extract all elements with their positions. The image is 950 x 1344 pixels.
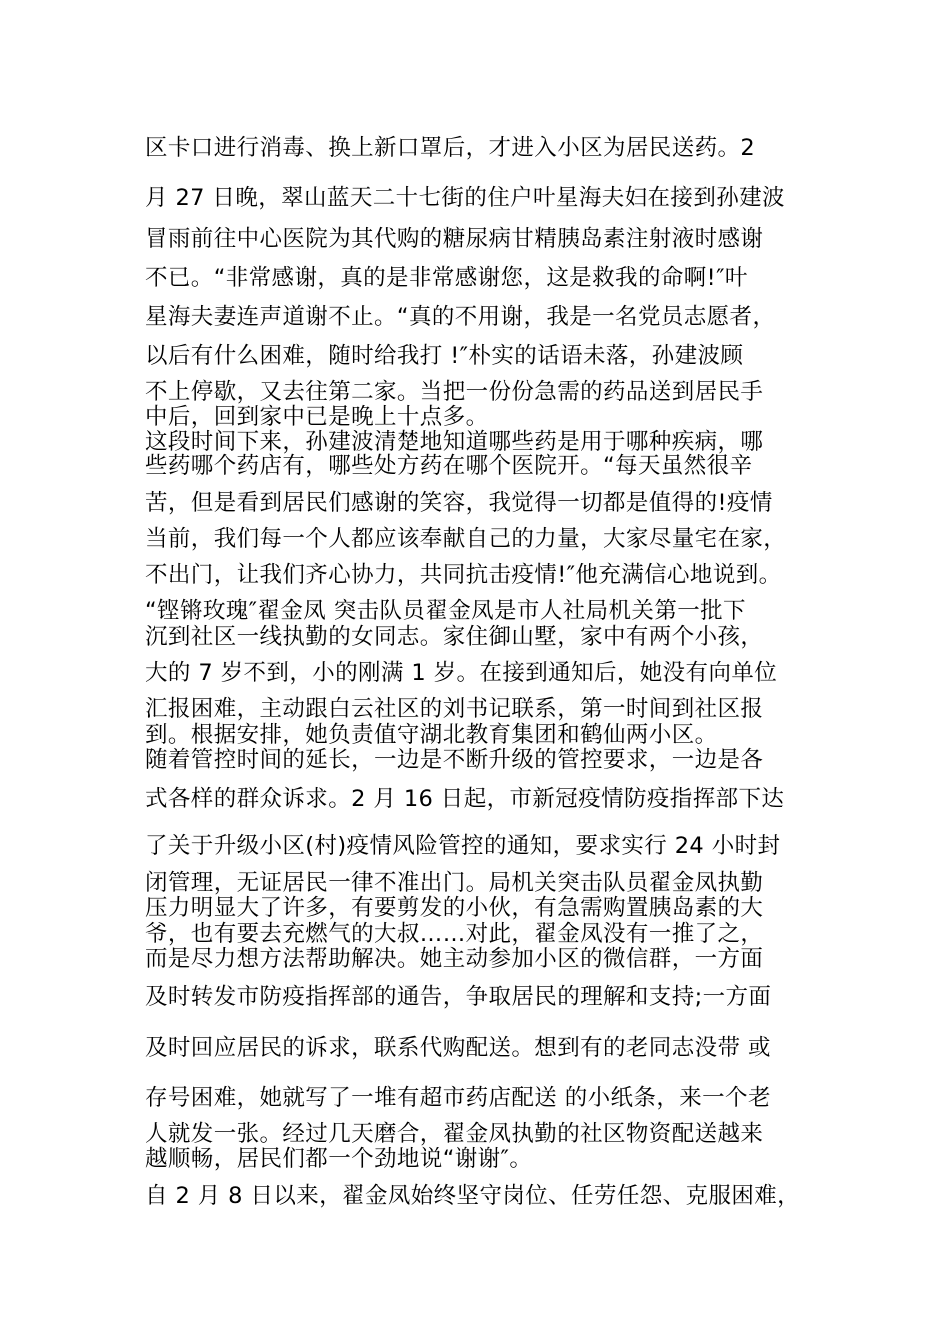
text-line: 月 27 日晚，翠山蓝天二十七街的住户叶星海夫妇在接到孙建波	[145, 185, 785, 211]
text-line: 中后，回到家中已是晚上十点多。	[145, 404, 489, 430]
text-line: 及时转发市防疫指挥部的通告，争取居民的理解和支持;一方面	[145, 984, 772, 1010]
text-line: 当前，我们每一个人都应该奉献自己的力量，大家尽量宅在家，	[145, 526, 787, 552]
text-line: 越顺畅，居民们都一个劲地说“谢谢″。	[145, 1146, 533, 1172]
text-line: 及时回应居民的诉求，联系代购配送。想到有的老同志没带 或	[145, 1035, 771, 1061]
text-line: 苦，但是看到居民们感谢的笑容，我觉得一切都是值得的!疫情	[145, 490, 773, 516]
text-line: 式各样的群众诉求。2 月 16 日起，市新冠疫情防疫指挥部下达	[145, 786, 785, 812]
text-line: 闭管理，无证居民一律不准出门。局机关突击队员翟金凤执勤	[145, 870, 764, 896]
text-line: 不已。“非常感谢，真的是非常感谢您，这是救我的命啊!″叶	[145, 265, 748, 291]
text-line: 汇报困难，主动跟白云社区的刘书记联系，第一时间到社区报	[145, 696, 764, 722]
text-line: 大的 7 岁不到，小的刚满 1 岁。在接到通知后，她没有向单位	[145, 660, 778, 686]
text-line: 冒雨前往中心医院为其代购的糖尿病甘精胰岛素注射液时感谢	[145, 226, 764, 252]
text-line: 不出门，让我们齐心协力，共同抗击疫情!″他充满信心地说到。	[145, 562, 782, 588]
text-line: 到。根据安排，她负责值守湖北教育集团和鹤仙两小区。	[145, 722, 718, 748]
text-line: 压力明显大了许多，有要剪发的小伙，有急需购置胰岛素的大	[145, 895, 764, 921]
text-line: 人就发一张。经过几天磨合，翟金凤执勤的社区物资配送越来	[145, 1121, 764, 1147]
text-line: 爷，也有要去充燃气的大叔……对此，翟金凤没有一推了之，	[145, 921, 764, 947]
text-line: 随着管控时间的延长，一边是不断升级的管控要求，一边是各	[145, 747, 764, 773]
text-line: 沉到社区一线执勤的女同志。家住御山墅，家中有两个小孩，	[145, 624, 764, 650]
text-line: 自 2 月 8 日以来，翟金凤始终坚守岗位、任劳任怨、克服困难，	[145, 1183, 801, 1209]
text-line: 些药哪个药店有，哪些处方药在哪个医院开。“每天虽然很辛	[145, 453, 753, 479]
text-line: 了关于升级小区(村)疫情风险管控的通知，要求实行 24 小时封	[145, 833, 781, 859]
text-line: 而是尽力想方法帮助解决。她主动参加小区的微信群，一方面	[145, 946, 764, 972]
text-line: 以后有什么困难，随时给我打 !″朴实的话语未落，孙建波顾	[145, 343, 744, 369]
text-line: 星海夫妻连声道谢不止。“真的不用谢，我是一名党员志愿者，	[145, 304, 776, 330]
text-line: “铿锵玫瑰″翟金凤 突击队员翟金凤是市人社局机关第一批下	[145, 598, 746, 624]
text-line: 存号困难，她就写了一堆有超市药店配送 的小纸条，来一个老	[145, 1085, 771, 1111]
text-line: 这段时间下来，孙建波清楚地知道哪些药是用于哪种疾病，哪	[145, 429, 764, 455]
text-line: 区卡口进行消毒、换上新口罩后，才进入小区为居民送药。2	[145, 135, 756, 161]
text-line: 不上停歇，又去往第二家。当把一份份急需的药品送到居民手	[145, 379, 764, 405]
